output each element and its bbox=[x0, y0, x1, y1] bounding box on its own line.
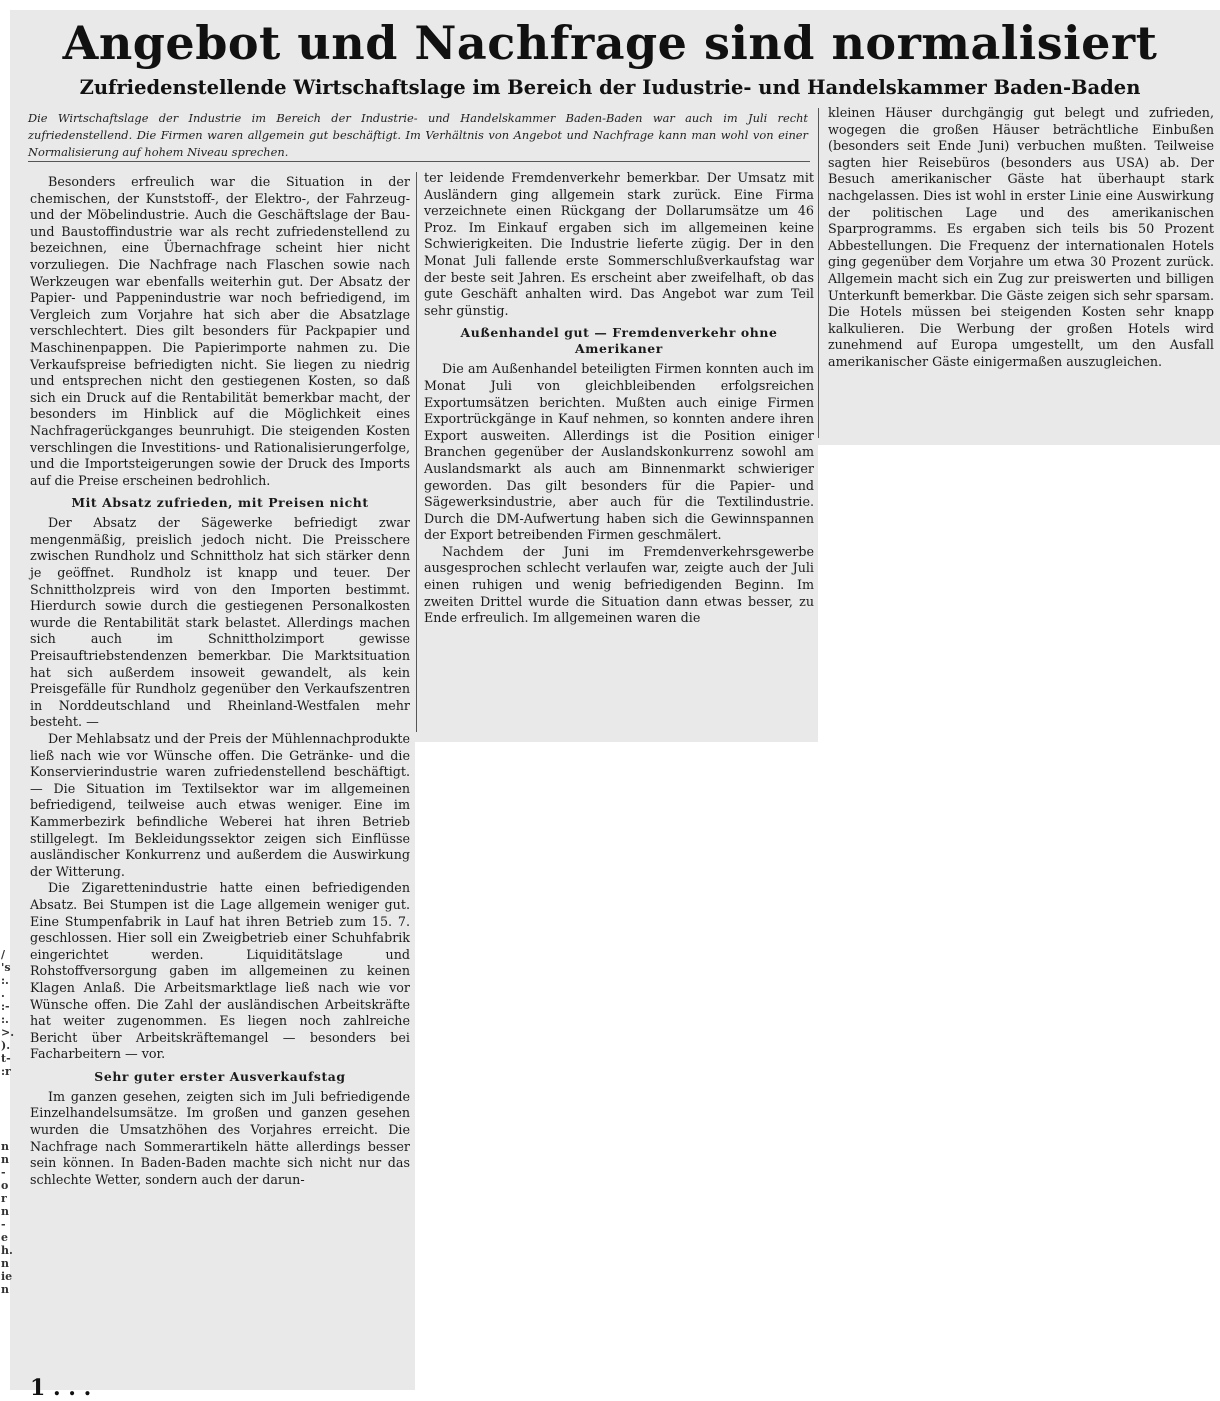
paragraph: Im ganzen gesehen, zeigten sich im Juli befriedigende Einzelhandelsumsätze. Im großen und ganzen gesehen wurden die Umsatzhöhen des Vorjahres erreicht. Die Nachfrage nach Sommerartikeln hätte allerdings besser sein können. In Baden-Baden machte sich nicht nur das schlechte Wetter, sondern auch der darun- bbox=[30, 1088, 410, 1187]
paragraph: Der Absatz der Sägewerke befriedigt zwar mengenmäßig, preislich jedoch nicht. Die Preisschere zwischen Rundholz und Schnittholz hat sich stärker denn je geöffnet. Rundholz ist knapp und teuer. Der Schnittholzpreis wird von den Importen bestimmt. Hierdurch sowie durch die gestiegenen Personalkosten wurde die Rentabilität stark belastet. Allerdings machen sich auch im Schnittholzimport gewisse Preisauftriebstendenzen bemerkbar. Die Marktsituation hat sich außerdem insoweit gewandelt, als kein Preisgefälle für Rundholz gegenüber den Verkaufszentren in Norddeutschland und Rheinland-Westfalen mehr besteht. — bbox=[30, 515, 410, 730]
lead-divider bbox=[28, 161, 810, 162]
column-divider-2 bbox=[818, 108, 819, 438]
paragraph: Die Zigarettenindustrie hatte einen befriedigenden Absatz. Bei Stumpen ist die Lage allgemein weniger gut. Eine Stumpenfabrik in Lauf hat ihren Betrieb zum 15. 7. geschlossen. Hier soll ein Zweigbetrieb einer Schuhfabrik eingerichtet werden. Liquiditätslage und Rohstoffversorgung gaben im allgemeinen zu keinen Klagen Anlaß. Die Arbeitsmarktlage ließ nach wie vor Wünsche offen. Die Zahl der ausländischen Arbeitskräfte hat weiter zugenommen. Es liegen noch zahlreiche Bericht über Arbeitskräftemangel — besonders bei Facharbeitern — vor. bbox=[30, 880, 410, 1062]
article-column-3 bbox=[828, 105, 1214, 371]
margin-fragment-lower: n n - o r n - e h. n ie n bbox=[1, 1140, 13, 1296]
subheadline: Zufriedenstellende Wirtschaftslage im Bereich der Iudustrie- und Handelskammer Baden-Baden bbox=[79, 76, 1141, 99]
bottom-fragment: 1 . . . bbox=[30, 1375, 92, 1401]
paragraph: Nachdem der Juni im Fremdenverkehrsgewerbe ausgesprochen schlecht verlaufen war, zeigte auch der Juli einen ruhigen und wenig befriedigenden Beginn. Im zweiten Drittel wurde die Situation dann etwas besser, zu Ende erfreulich. Im allgemeinen waren die bbox=[424, 543, 814, 626]
headline: Angebot und Nachfrage sind normalisiert bbox=[62, 16, 1158, 70]
column-divider-1 bbox=[416, 172, 417, 732]
paragraph: Der Mehlabsatz und der Preis der Mühlennachprodukte ließ nach wie vor Wünsche offen. Die Getränke- und die Konservierindustrie waren zufriedenstellend beschäftigt. — Die Situation im Textilsektor war im allgemeinen befriedigend, teilweise auch etwas weniger. Eine im Kammerbezirk befindliche Weberei hat ihren Betrieb stillgelegt. Im Bekleidungssektor zeigen sich Einflüsse ausländischer Konkurrenz und außerdem die Auswirkung der Witterung. bbox=[30, 731, 410, 879]
article-column-2 bbox=[424, 170, 814, 627]
margin-fragment-upper: / 's :. . :- :. >. ). t- :r bbox=[1, 948, 15, 1078]
article-column-1 bbox=[30, 174, 410, 1188]
paragraph: Besonders erfreulich war die Situation in der chemischen, der Kunststoff-, der Elektro-, der Fahrzeug- und der Möbelindustrie. Auch die Geschäftslage der Bau- und Baustoffindustrie war als recht zufriedenstellend zu bezeichnen, eine Übernachfrage scheint hier nicht vorzuliegen. Die Nachfrage nach Flaschen sowie nach Werkzeugen war ebenfalls weiterhin gut. Der Absatz der Papier- und Pappenindustrie war noch befriedigend, im Vergleich zum Vorjahre hat sich aber die Absatzlage verschlechtert. Dies gilt besonders für Packpapier und Maschinenpappen. Die Papierimporte nahmen zu. Die Verkaufspreise befriedigten nicht. Sie liegen zu niedrig und entsprechen nicht den gestiegenen Kosten, so daß sich ein Druck auf die Rentabilität bemerkbar macht, der besonders im Hinblick auf die Möglichkeit eines Nachfragerückganges beunruhigt. Die steigenden Kosten verschlingen die Investitions- und Rationalisierungerfolge, und die Importsteigerungen sowie der Druck des Imports auf die Preise erscheinen bedrohlich. bbox=[30, 174, 410, 488]
paragraph: kleinen Häuser durchgängig gut belegt und zufrieden, wogegen die großen Häuser beträchtliche Einbußen (besonders seit Ende Juni) verbuchen mußten. Teilweise sagten hier Reisebüros (besonders aus USA) ab. Der Besuch amerikanischer Gäste hat überhaupt stark nachgelassen. Dies ist wohl in erster Linie eine Auswirkung der politischen Lage und des amerikanischen Sparprogramms. Es ergaben sich teils bis 50 Prozent Abbestellungen. Die Frequenz der internationalen Hotels ging gegenüber dem Vorjahre um etwa 30 Prozent zurück. Allgemein macht sich ein Zug zur preiswerten und billigen Unterkunft bemerkbar. Die Gäste zeigen sich sehr sparsam. Die Hotels müssen bei steigenden Kosten sehr knapp kalkulieren. Die Werbung der großen Hotels wird zunehmend auf Europa umgestellt, um den Ausfall amerikanischer Gäste einigermaßen auszugleichen. bbox=[828, 105, 1215, 369]
section-heading: Mit Absatz zufrieden, mit Preisen nicht bbox=[71, 495, 369, 511]
lead-paragraph: Die Wirtschaftslage der Industrie im Bereich der Industrie- und Handelskammer Baden-Baden war auch im Juli recht zufriedenstellend. Die Firmen waren allgemein gut beschäftigt. Im Verhältnis von Angebot und Nachfrage kann man wohl von einer Normalisierung auf hohem Niveau sprechen. bbox=[28, 111, 808, 159]
section-heading: Außenhandel gut — Fremdenverkehr ohne Amerikaner bbox=[460, 325, 778, 357]
section-heading: Sehr guter erster Ausverkaufstag bbox=[94, 1068, 346, 1084]
paragraph: ter leidende Fremdenverkehr bemerkbar. Der Umsatz mit Ausländern ging allgemein stark zurück. Eine Firma verzeichnete einen Rückgang der Dollarumsätze um 46 Proz. Im Einkauf ergaben sich im allgemeinen keine Schwierigkeiten. Die Industrie lieferte zügig. Der in den Monat Juli fallende erste Sommerschlußverkaufstag war der beste seit Jahren. Es erscheint aber zweifelhaft, ob das gute Geschäft anhalten wird. Das Angebot war zum Teil sehr günstig. bbox=[424, 170, 814, 318]
paragraph: Die am Außenhandel beteiligten Firmen konnten auch im Monat Juli von gleichbleibenden erfolgsreichen Exportumsätzen berichten. Mußten auch einige Firmen Exportrückgänge in Kauf nehmen, so konnten andere ihren Export ausweiten. Allerdings ist die Position einiger Branchen gegenüber der Auslandskonkurrenz sowohl am Auslandsmarkt als auch am Binnenmarkt schwieriger geworden. Das gilt besonders für die Papier- und Sägewerksindustrie, aber auch für die Textilindustrie. Durch die DM-Aufwertung haben sich die Gewinnspannen der Export betreibenden Firmen geschmälert. bbox=[424, 361, 814, 543]
